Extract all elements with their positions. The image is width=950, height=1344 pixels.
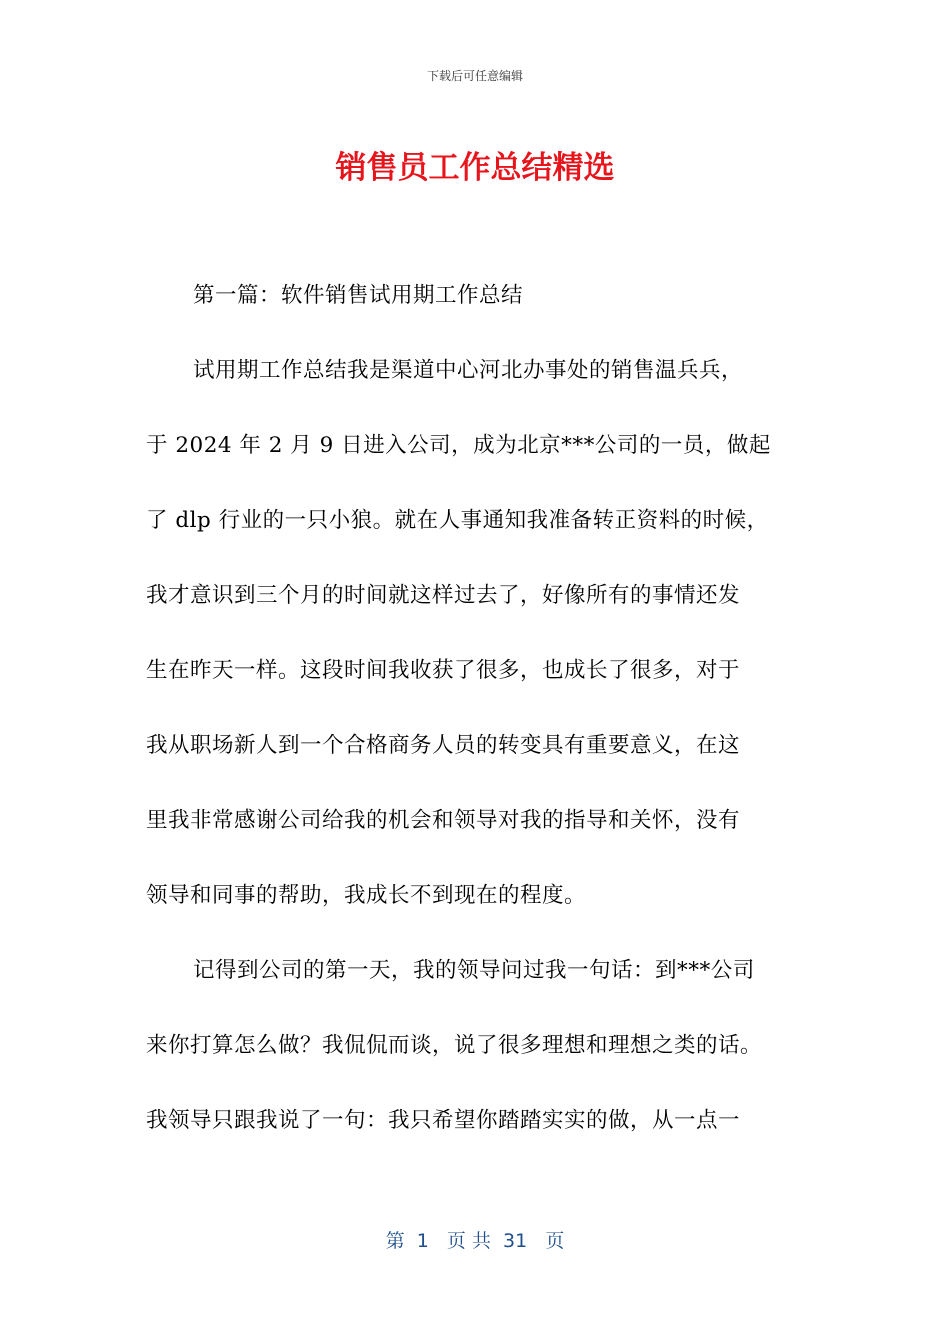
body-line: 领导和同事的帮助，我成长不到现在的程度。 — [146, 883, 587, 908]
body-line: 我从职场新人到一个合格商务人员的转变具有重要意义，在这 — [146, 733, 741, 758]
document-title: 销售员工作总结精选 — [335, 150, 615, 186]
body-line: 来你打算怎么做？我侃侃而谈，说了很多理想和理想之类的话。 — [146, 1033, 763, 1058]
body-line: 第一篇：软件销售试用期工作总结 — [193, 283, 524, 308]
header-note: 下载后可任意编辑 — [426, 69, 523, 83]
body-line: 记得到公司的第一天，我的领导问过我一句话：到***公司 — [193, 958, 755, 983]
body-line: 试用期工作总结我是渠道中心河北办事处的销售温兵兵， — [193, 358, 744, 383]
body-line: 我才意识到三个月的时间就这样过去了，好像所有的事情还发 — [146, 583, 741, 608]
body-line: 我领导只跟我说了一句：我只希望你踏踏实实的做，从一点一 — [146, 1108, 741, 1133]
body-text — [146, 280, 811, 1180]
body-line: 里我非常感谢公司给我的机会和领导对我的指导和关怀，没有 — [146, 808, 741, 833]
body-line: 于 2024 年 2 月 9 日进入公司，成为北京***公司的一员，做起 — [146, 433, 771, 458]
page-number-footer: 第 1 页 共 31 页 — [385, 1230, 565, 1252]
body-line: 了 dlp 行业的一只小狼。就在人事通知我准备转正资料的时候， — [146, 508, 769, 533]
body-line: 生在昨天一样。这段时间我收获了很多，也成长了很多，对于 — [146, 658, 741, 683]
